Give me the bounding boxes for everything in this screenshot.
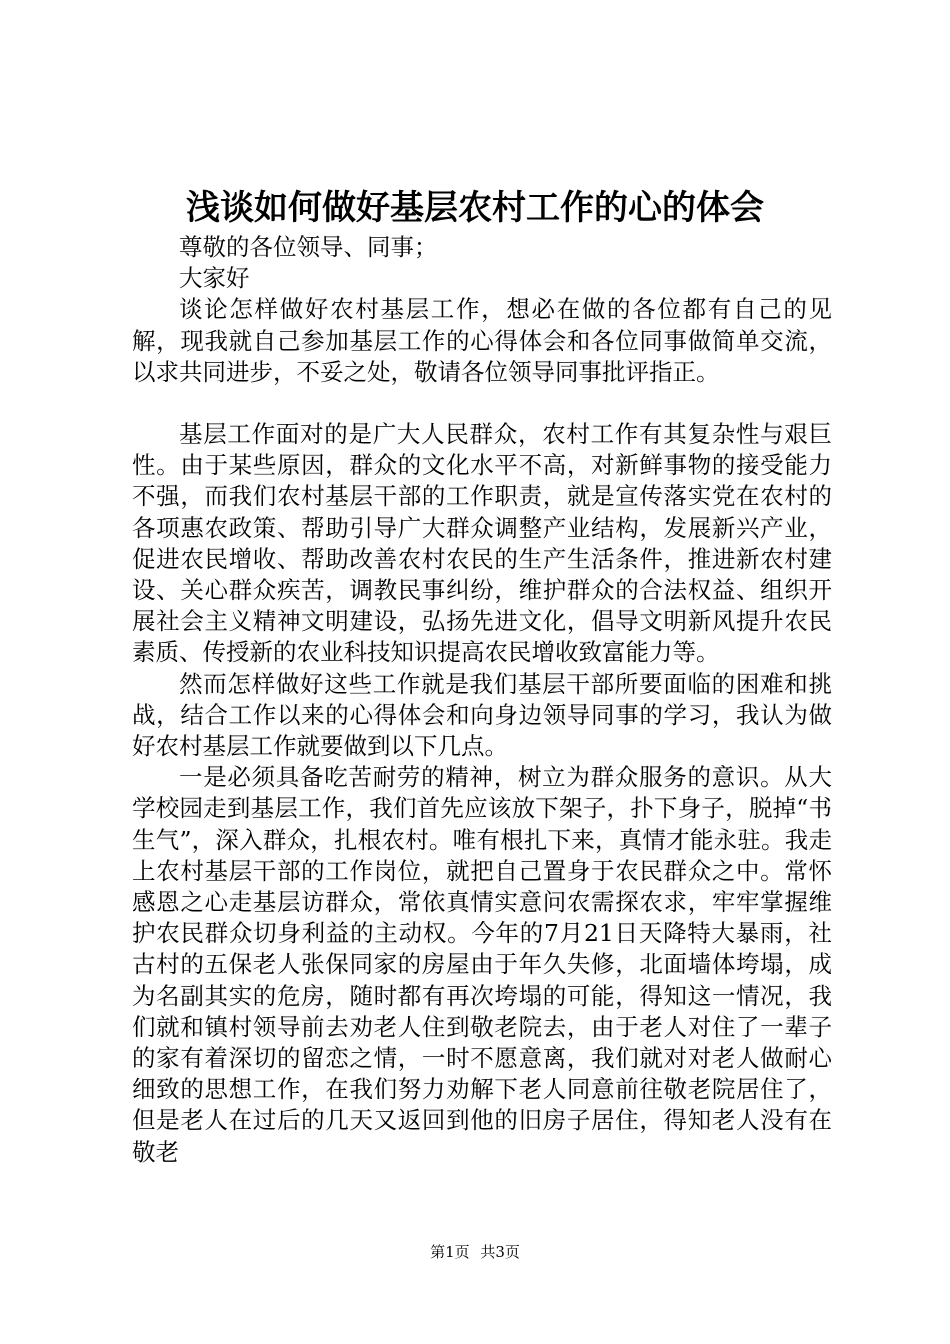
greeting: 大家好 (179, 264, 250, 293)
paragraph-responsibilities: 基层工作面对的是广大人民群众，农村工作有其复杂性与艰巨性。由于某些原因，群众的文化水平不高，对新鲜事物的接受能力不强，而我们农村基层干部的工作职责，就是宣传落实党在农村的各项惠农政策、帮助引导广大群众调整产业结构，发展新兴产业，促进农民增收、帮助改善农村农民的生产生活条件，推进新农村建设、关心群众疾苦，调教民事纠纷，维护群众的合法权益、组织开展社会主义精神文明建设，弘扬先进文化，倡导文明新风提升农民素质、传授新的农业科技知识提高农民增收致富能力等。 (132, 420, 832, 667)
page-total: 共3页 (480, 1243, 520, 1261)
page-number: 第1页 (430, 1243, 470, 1261)
salutation: 尊敬的各位领导、同事； (179, 233, 438, 261)
document-body (132, 232, 832, 1168)
paragraph-intro: 谈论怎样做好农村基层工作，想必在做的各位都有自己的见解，现我就自己参加基层工作的心得体会和各位同事做简单交流，以求共同进步，不妥之处，敬请各位领导同事批评指正。 (132, 295, 832, 386)
paragraph-challenges: 然而怎样做好这些工作就是我们基层干部所要面临的困难和挑战，结合工作以来的心得体会和向身边领导同事的学习，我认为做好农村基层工作就要做到以下几点。 (132, 669, 832, 761)
paragraph-point-one: 一是必须具备吃苦耐劳的精神，树立为群众服务的意识。从大学校园走到基层工作，我们首先应该放下架子，扑下身子，脱掉“书生气”，深入群众，扎根农村。唯有根扎下来，真情才能永驻。我走上农村基层干部的工作岗位，就把自己置身于农民群众之中。常怀感恩之心走基层访群众，常依真情实意问农需探农求，牢牢掌握维护农民群众切身利益的主动权。今年的7月21日天降特大暴雨，社古村的五保老人张保同家的房屋由于年久失修，北面墙体垮塌，成为名副其实的危房，随时都有再次垮塌的可能，得知这一情况，我们就和镇村领导前去劝老人住到敬老院去，由于老人对住了一辈子的家有着深切的留恋之情，一时不愿意离，我们就对对老人做耐心细致的思想工作，在我们努力劝解下老人同意前往敬老院居住了，但是老人在过后的几天又返回到他的旧房子居住，得知老人没有在敬老 (132, 763, 832, 1166)
document-title: 浅谈如何做好基层农村工作的心的体会 (186, 188, 764, 228)
page-footer (0, 1242, 950, 1262)
